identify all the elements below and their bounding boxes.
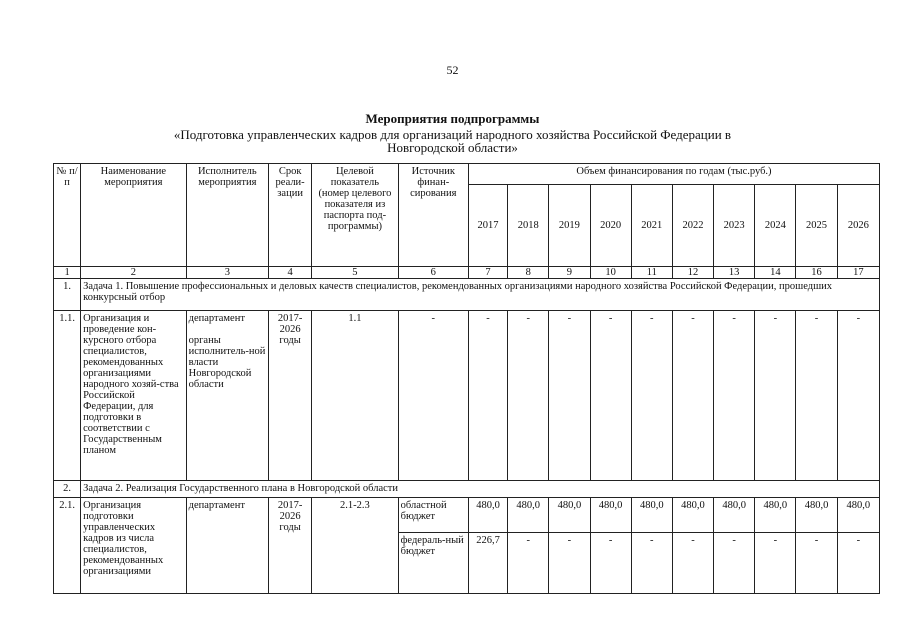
column-number: 13 — [714, 267, 755, 279]
item-2-1-federal-value: - — [672, 533, 713, 594]
column-number: 4 — [269, 267, 312, 279]
item-1-1-value: - — [714, 311, 755, 481]
item-1-1-name: Организация и проведение кон-курсного отбора специалистов, рекомендованных организациями народного хозяй-ства Российской Федерации, для подготовки в соответствии с Государственным планом — [81, 311, 187, 481]
header-funding: Объем финансирования по годам (тыс.руб.) — [468, 164, 879, 185]
task-2-text: Задача 2. Реализация Государственного плана в Новгородской области — [81, 481, 880, 498]
item-2-1-regional-value: 480,0 — [508, 498, 549, 533]
column-number: 1 — [54, 267, 81, 279]
column-number: 17 — [837, 267, 879, 279]
item-1-1-value: - — [590, 311, 631, 481]
item-1-1-source: - — [398, 311, 468, 481]
column-number: 3 — [186, 267, 268, 279]
item-2-1-regional-value: 480,0 — [549, 498, 590, 533]
item-2-1-regional-value: 480,0 — [837, 498, 879, 533]
item-1-1-value: - — [755, 311, 796, 481]
column-number: 11 — [631, 267, 672, 279]
document-subtitle: «Подготовка управленческих кадров для организаций народного хозяйства Российской Федерации в Новгородской области» — [173, 127, 732, 155]
header-year: 2021 — [631, 185, 672, 267]
item-2-1-regional-value: 480,0 — [590, 498, 631, 533]
column-number: 2 — [81, 267, 187, 279]
item-1-1-value: - — [796, 311, 837, 481]
header-year: 2018 — [508, 185, 549, 267]
table-row — [54, 311, 880, 481]
item-2-1-regional-value: 480,0 — [672, 498, 713, 533]
column-number: 9 — [549, 267, 590, 279]
task-2-num: 2. — [54, 481, 81, 498]
item-2-1-federal-value: - — [631, 533, 672, 594]
item-1-1-num: 1.1. — [54, 311, 81, 481]
item-2-1-federal-value: - — [590, 533, 631, 594]
header-year: 2022 — [672, 185, 713, 267]
header-year: 2024 — [755, 185, 796, 267]
item-2-1-executor: департамент — [186, 498, 268, 594]
column-number: 7 — [468, 267, 507, 279]
item-1-1-executor-primary: департамент — [188, 313, 245, 324]
column-number: 6 — [398, 267, 468, 279]
item-1-1-executor-secondary: органы исполнитель-ной власти Новгородской области — [188, 335, 266, 390]
document-title: Мероприятия подпрограммы — [365, 111, 540, 126]
item-1-1-value: - — [549, 311, 590, 481]
item-1-1-value: - — [672, 311, 713, 481]
column-number: 16 — [796, 267, 837, 279]
column-number: 8 — [508, 267, 549, 279]
task-1-text: Задача 1. Повышение профессиональных и деловых качеств специалистов, рекомендованных организациями народного хозяйства Российской Федерации, прошедших конкурсный отбор — [81, 279, 880, 311]
item-2-1-regional-value: 480,0 — [796, 498, 837, 533]
table-header-row — [54, 164, 880, 185]
item-2-1-name: Организация подготовки управленческих кадров из числа специалистов, рекомендованных организациями — [81, 498, 187, 594]
column-number: 5 — [312, 267, 398, 279]
item-1-1-value: - — [468, 311, 507, 481]
header-num: № п/п — [54, 164, 81, 267]
header-year: 2017 — [468, 185, 507, 267]
item-2-1-federal-value: - — [755, 533, 796, 594]
page-number: 52 — [446, 63, 459, 77]
header-year: 2023 — [714, 185, 755, 267]
header-source: Источник финан-сирования — [398, 164, 468, 267]
item-1-1-executor — [186, 311, 268, 481]
table-row — [54, 498, 880, 533]
table-row — [54, 279, 880, 311]
item-2-1-source-federal: федераль-ный бюджет — [398, 533, 468, 594]
item-2-1-num: 2.1. — [54, 498, 81, 594]
item-2-1-federal-value: - — [796, 533, 837, 594]
header-year: 2019 — [549, 185, 590, 267]
item-2-1-regional-value: 480,0 — [468, 498, 507, 533]
header-year: 2025 — [796, 185, 837, 267]
item-1-1-value: - — [508, 311, 549, 481]
header-indicator: Целевой показатель (номер целевого показателя из паспорта под-программы) — [312, 164, 398, 267]
item-1-1-term: 2017-2026 годы — [269, 311, 312, 481]
header-year: 2026 — [837, 185, 879, 267]
item-2-1-federal-value: - — [508, 533, 549, 594]
item-2-1-federal-value: - — [549, 533, 590, 594]
item-2-1-regional-value: 480,0 — [714, 498, 755, 533]
column-number: 10 — [590, 267, 631, 279]
item-1-1-value: - — [631, 311, 672, 481]
item-2-1-federal-value: - — [837, 533, 879, 594]
item-1-1-indicator: 1.1 — [312, 311, 398, 481]
item-2-1-federal-value: - — [714, 533, 755, 594]
header-year: 2020 — [590, 185, 631, 267]
column-number: 12 — [672, 267, 713, 279]
item-2-1-regional-value: 480,0 — [631, 498, 672, 533]
table-row — [54, 481, 880, 498]
item-2-1-term: 2017-2026 годы — [269, 498, 312, 594]
column-number: 14 — [755, 267, 796, 279]
item-2-1-source-regional: областной бюджет — [398, 498, 468, 533]
column-number-row — [54, 267, 880, 279]
item-2-1-indicator: 2.1-2.3 — [312, 498, 398, 594]
item-1-1-value: - — [837, 311, 879, 481]
header-executor: Исполнитель мероприятия — [186, 164, 268, 267]
item-2-1-federal-value: 226,7 — [468, 533, 507, 594]
item-2-1-regional-value: 480,0 — [755, 498, 796, 533]
events-table — [53, 163, 880, 594]
header-name: Наименование мероприятия — [81, 164, 187, 267]
task-1-num: 1. — [54, 279, 81, 311]
header-term: Срок реали-зации — [269, 164, 312, 267]
